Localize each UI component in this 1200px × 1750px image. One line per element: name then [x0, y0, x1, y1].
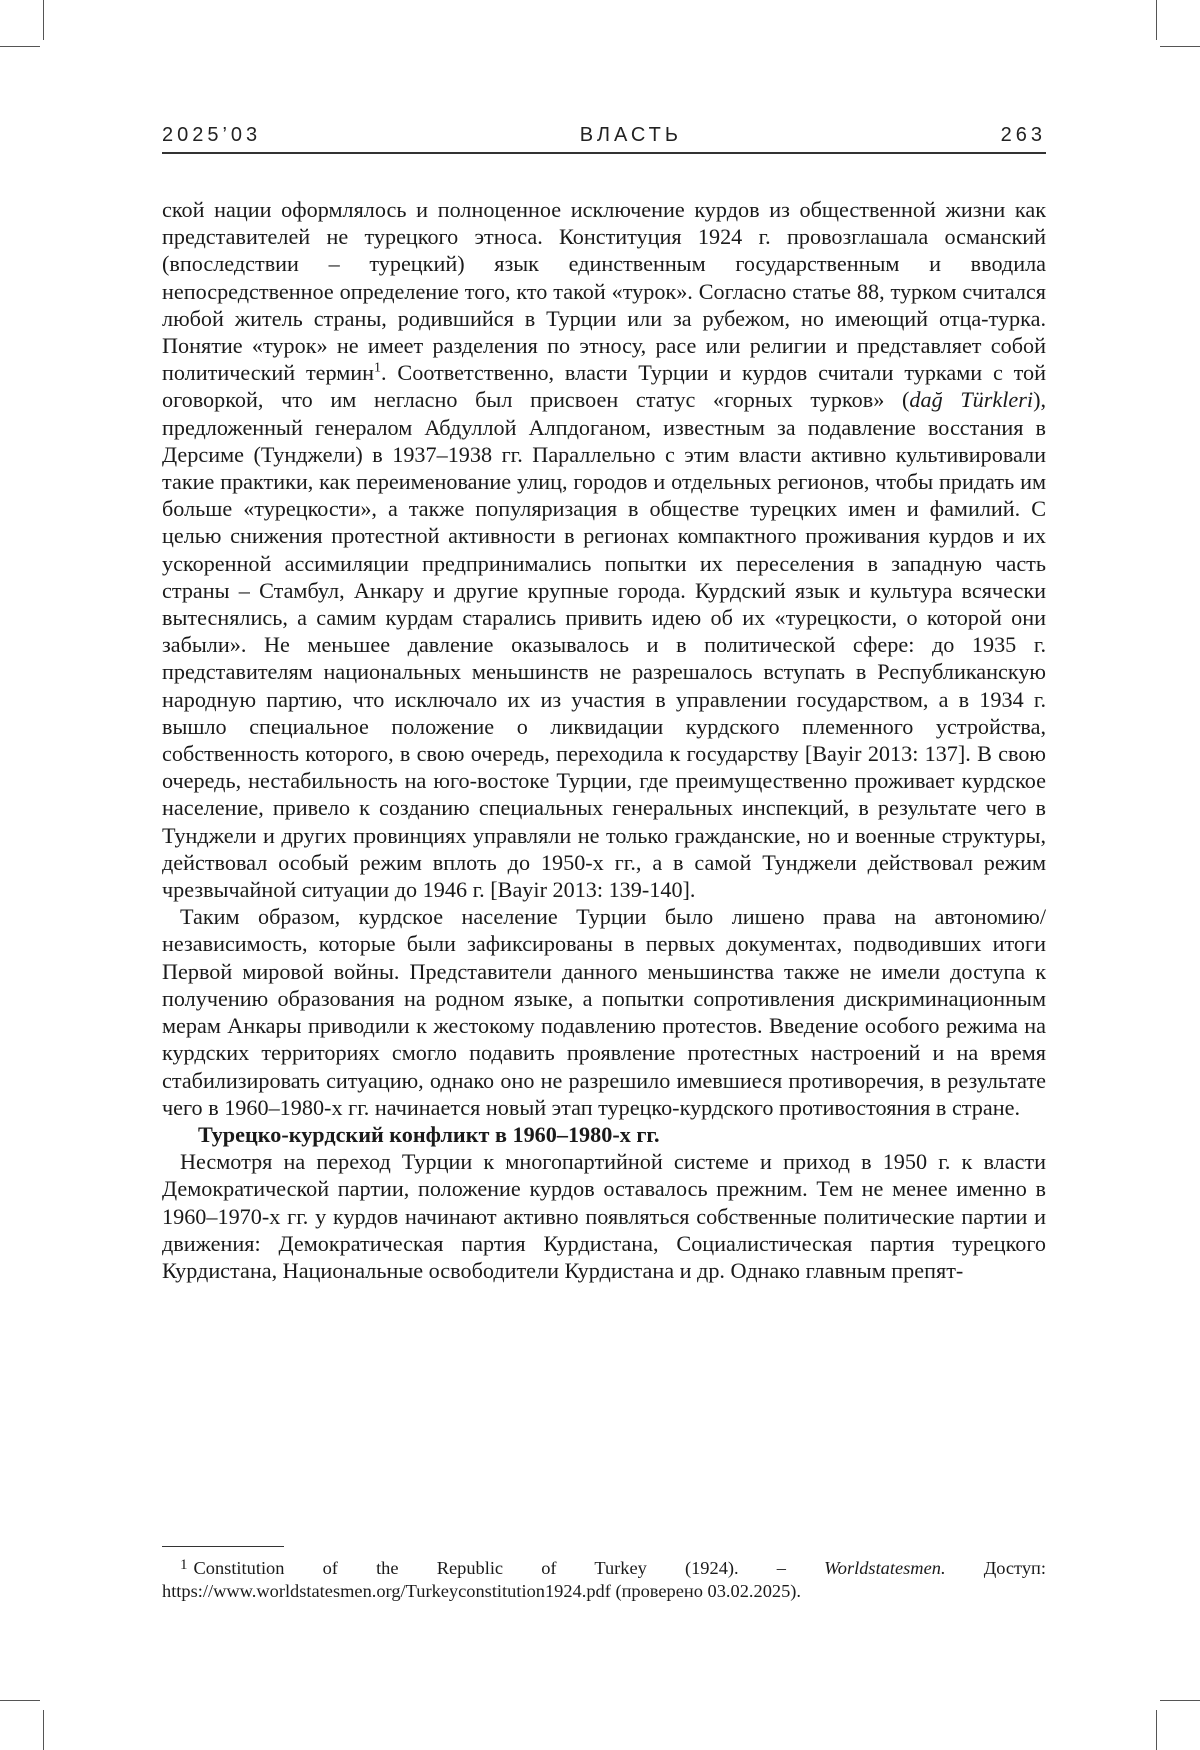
crop-mark: [1156, 1710, 1157, 1750]
footnote-ref[interactable]: 1: [374, 360, 382, 376]
footnote-number: 1: [180, 1557, 188, 1573]
journal-title: ВЛАСТЬ: [579, 124, 683, 146]
paragraph-2: Таким образом, курдское население Турции было лишено права на автономию/независимость, которые были зафиксированы в первых документах, подводивших итоги Первой мировой войны. Представители данного меньшинства также не имели доступа к получению образования на родном языке, а попытки сопротивления дискриминационным мерам Анкары приводили к жестокому подавлению протестов. Введение особого режима на курдских территориях смогло подавить проявление протестных настроений и на время стабилизировать ситуацию, однако оно не разрешило имевшиеся противоречия, в результате чего в 1960–1980-х гг. начинается новый этап турецко-курдского противостояния в стране.: [162, 904, 1046, 1120]
page-number: 263: [1000, 124, 1046, 146]
paragraph-3: Несмотря на переход Турции к многопартийной системе и приход в 1950 г. к власти Демократической партии, положение курдов оставалось прежним. Тем не менее именно в 1960–1970-х гг. у курдов начинают активно появляться собственные политические партии и движения: Демократическая партия Курдистана, Социалистическая партия турецкого Курдистана, Национальные освободители Курдистана и др. Однако главным препят-: [162, 1149, 1046, 1283]
issue-number: 2025’03: [162, 124, 262, 146]
crop-mark: [0, 1700, 40, 1701]
crop-mark: [43, 0, 44, 40]
article-body: [162, 196, 1046, 1284]
section-heading: Турецко-курдский конфликт в 1960–1980-х гг.: [198, 1121, 660, 1147]
crop-mark: [1156, 0, 1157, 40]
paragraph-1: ской нации оформлялось и полноценное исключение курдов из общественной жизни как представителей не турецкого этноса. Конституция 1924 г. провозглашала османский (впоследствии – турецкий) язык единственным государственным и вводила непосредственное определение того, кто такой «турок». Согласно статье 88, турком считался любой житель страны, родившийся в Турции или за рубежом, но имеющий отца-турка. Понятие «турок» не имеет разделения по этносу, расе или религии и представляет собой политический термин$^1$. Соответственно, власти Турции и курдов считали турками с той оговоркой, что им негласно был присвоен статус «горных турков» (dağ Türkleri), предложенный генералом Абдуллой Алпдоганом, известным за подавление восстания в Дерсиме (Тунджели) в 1937–1938 гг. Параллельно с этим власти активно культивировали такие практики, как переименование улиц, городов и отдельных регионов, чтобы придать им больше «турецкости», а также популяризация в обществе турецких имен и фамилий. С целью снижения протестной активности в регионах компактного проживания курдов и их ускоренной ассимиляции предпринимались попытки их переселения в западную часть страны – Стамбул, Анкару и другие крупные города. Курдский язык и культура всячески вытеснялись, а самим курдам старались привить идею об их «турецкости, о которой они забыли». Не меньшее давление оказывалось и в политической сфере: до 1935 г. представителям национальных меньшинств не разрешалось вступать в Республиканскую народную партию, что исключало их из участия в управлении государством, а в 1934 г. вышло специальное положение о ликвидации курдского племенного устройства, собственность которого, в свою очередь, переходила к государству [Bayir 2013: 137]. В свою очередь, нестабильность на юго-востоке Турции, где преимущественно проживает курдское население, привело к созданию специальных генеральных инспекций, в результате чего в Тунджели и других провинциях управляли не только гражданские, но и военные структуры, действовал особый режим вплоть до 1950-х гг., а в самой Тунджели действовал режим чрезвычайной ситуации до 1946 г. [Bayir 2013: 139-140].: [162, 197, 1047, 903]
crop-mark: [43, 1710, 44, 1750]
footnote-link-text: Доступ: https://www.worldstatesmen.org/Turkeyconstitution1924.pdf (проверено 03.02.2025).: [162, 1558, 1047, 1601]
footnote: $^1$ Constitution of the Republic of Turkey (1924). – Worldstatesmen. Доступ: https://www.worldstatesmen.org/Turkeyconstitution1924.pdf (проверено 03.02.2025).: [162, 1557, 1047, 1601]
crop-mark: [1160, 46, 1200, 47]
running-header: [162, 124, 1046, 147]
header-rule: [162, 152, 1046, 154]
footnote-rule: [162, 1546, 284, 1547]
crop-mark: [1160, 1700, 1200, 1701]
crop-mark: [0, 46, 40, 47]
footnote-source: Worldstatesmen.: [824, 1558, 946, 1578]
italic-term: dağ Türkleri: [909, 387, 1034, 413]
